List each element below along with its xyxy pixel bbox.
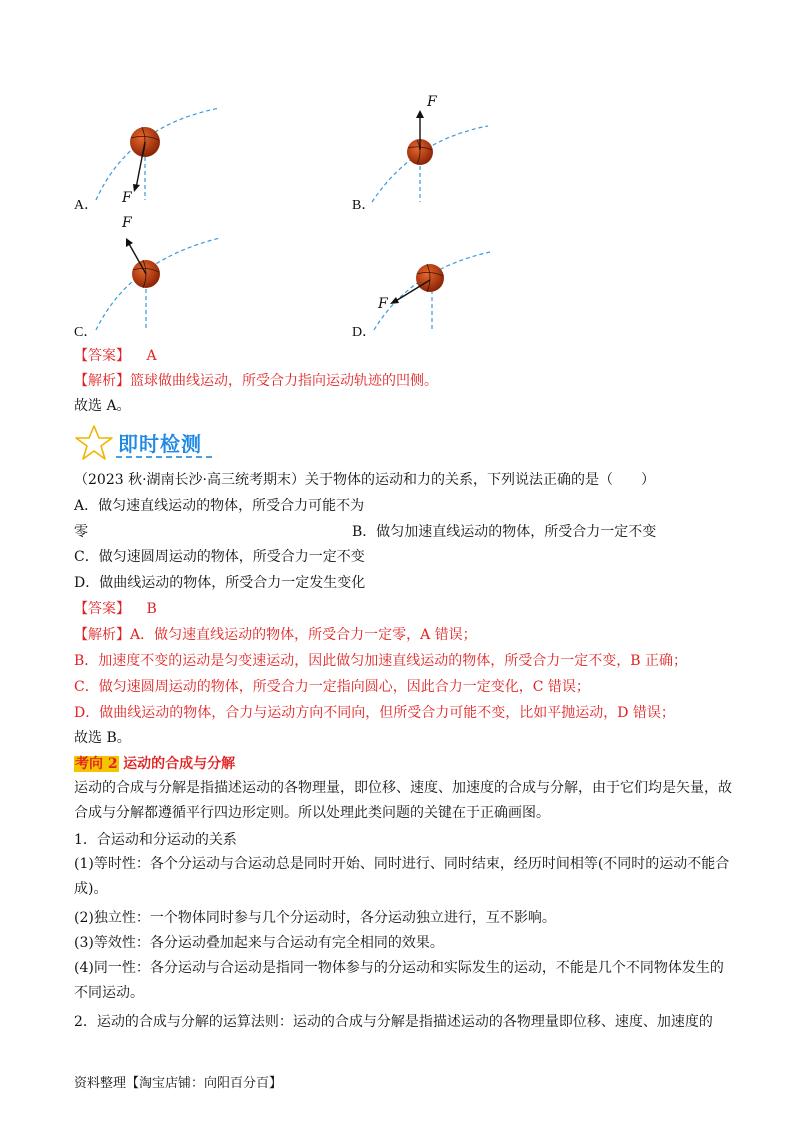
kaoxiang-tag: 考向 2 [75, 756, 118, 772]
star-icon [74, 424, 114, 462]
question-stem: （2023 秋·湖南长沙·高三统考期末）关于物体的运动和力的关系，下列说法正确的是（ ） [74, 472, 655, 488]
analysis-c: C．做匀速圆周运动的物体，所受合力一定指向圆心，因此合力一定变化，C 错误； [74, 679, 590, 695]
analysis-b: B．加速度不变的运动是匀变速运动，因此做匀加速直线运动的物体，所受合力一定不变，B 正确； [74, 653, 688, 669]
paragraph-independence: (2)独立性：一个物体同时参与几个分运动时，各分运动独立进行，互不影响。 [74, 910, 556, 926]
option-b: B．做匀加速直线运动的物体，所受合力一定不变 [352, 524, 657, 540]
option-d: D．做曲线运动的物体，所受合力一定发生变化 [74, 575, 366, 591]
force-label-a: F [122, 190, 132, 206]
force-label-c: F [122, 215, 132, 231]
footer: 资料整理【淘宝店铺：向阳百分百】 [74, 1076, 283, 1091]
question-answer: 【答案】 B [74, 601, 157, 617]
paragraph-equivalence: (3)等效性：各分运动叠加起来与合运动有完全相同的效果。 [74, 935, 444, 951]
paragraph-identity: (4)同一性：各分运动与合运动是指同一物体参与的分运动和实际发生的运动，不能是几个不同物体发生的不同运动。 [74, 960, 724, 1001]
list-item-1: 1．合运动和分运动的关系 [74, 832, 237, 848]
option-a-label: A． [74, 198, 99, 213]
example-answer: 【答案】 A [74, 348, 157, 364]
option-c-label: C． [74, 325, 98, 340]
option-c: C．做匀速圆周运动的物体，所受合力一定不变 [74, 549, 365, 565]
force-label-b: F [427, 94, 437, 110]
section-heading [74, 424, 214, 464]
figure-option-a [90, 100, 250, 210]
option-b-label: B． [352, 198, 376, 213]
force-label-d: F [378, 296, 388, 312]
figure-option-d [370, 240, 500, 335]
kaoxiang-heading [74, 754, 235, 774]
option-d-label: D． [352, 325, 377, 340]
kaoxiang-title: 运动的合成与分解 [123, 756, 236, 772]
example-analysis: 【解析】篮球做曲线运动，所受合力指向运动轨迹的凹侧。 [74, 373, 438, 389]
force-arrow [394, 280, 430, 302]
analysis-d: D．做曲线运动的物体，合力与运动方向不同向，但所受合力可能不变，比如平抛运动，D 错误； [74, 705, 675, 721]
question-conclusion: 故选 B。 [74, 730, 131, 746]
analysis-a: 【解析】A．做匀速直线运动的物体，所受合力一定零，A 错误； [74, 627, 477, 643]
section-underline [116, 456, 212, 458]
example-conclusion: 故选 A。 [74, 398, 131, 414]
list-item-2: 2．运动的合成与分解的运算法则：运动的合成与分解是指描述运动的各物理量即位移、速度、加速度的 [74, 1014, 713, 1030]
option-a: A．做匀速直线运动的物体，所受合力可能不为 [74, 498, 365, 514]
option-a-continued: 零 [74, 524, 88, 540]
paragraph-simultaneity: (1)等时性：各个分运动与合运动总是同时开始、同时进行、同时结束，经历时间相等(不同时的运动不能合成)。 [74, 856, 730, 897]
section-title: 即时检测 [118, 432, 202, 456]
figure-option-c [90, 230, 250, 335]
figure-option-b [368, 110, 498, 210]
intro-paragraph: 运动的合成与分解是指描述运动的各物理量，即位移、速度、加速度的合成与分解，由于它们均是矢量，故合成与分解都遵循平行四边形定则。所以处理此类问题的关键在于正确画图。 [74, 780, 732, 821]
